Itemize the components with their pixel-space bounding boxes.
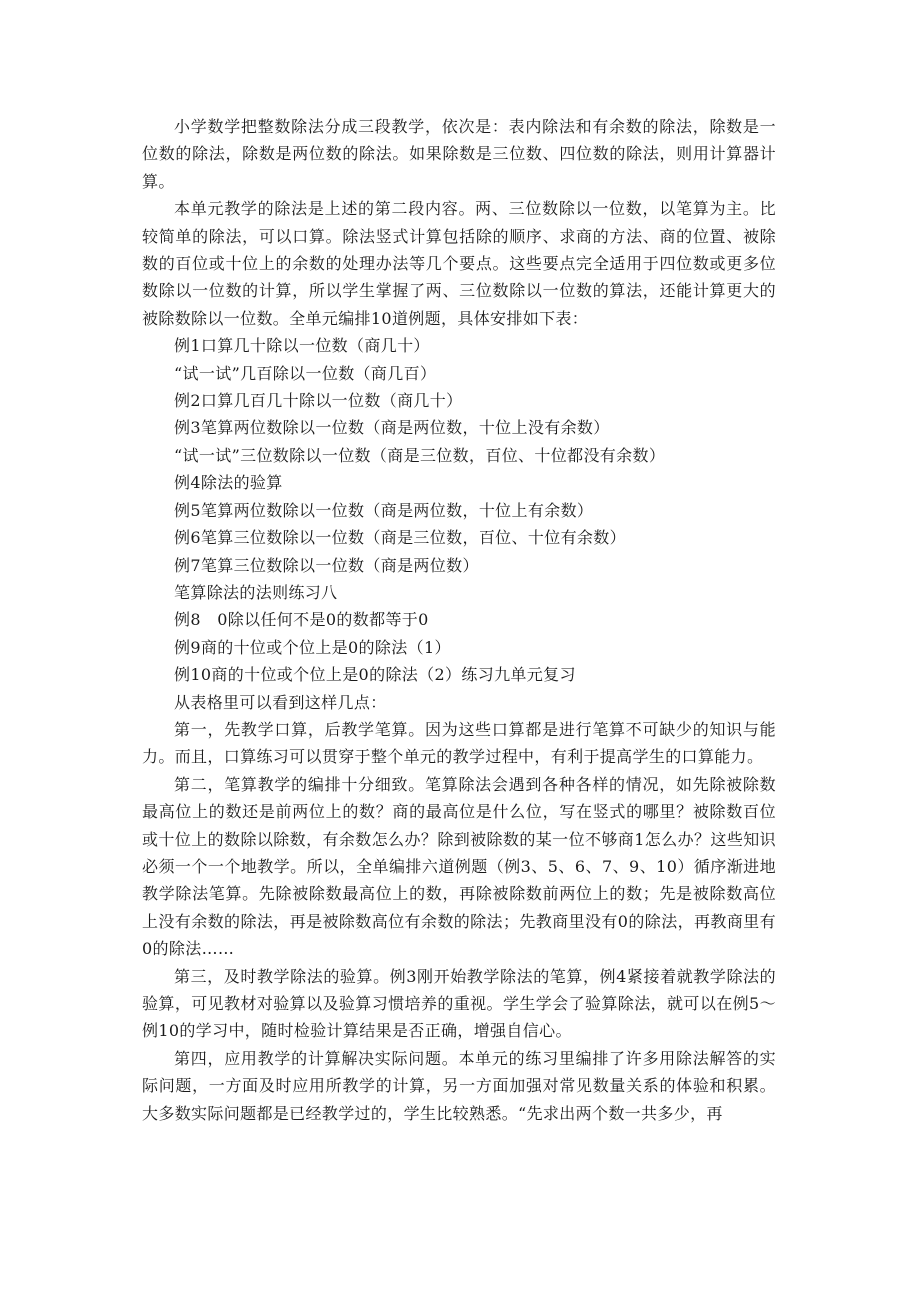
list-item: 例5笔算两位数除以一位数（商是两位数，十位上有余数） (174, 500, 594, 520)
document-page (142, 113, 776, 1127)
observations-intro: 从表格里可以看到这样几点： (174, 692, 387, 712)
list-item: 例2口算几百几十除以一位数（商几十） (174, 391, 463, 411)
point-two-paragraph: 第二，笔算教学的编排十分细致。笔算除法会遇到各种各样的情况，如先除被除数最高位上的数还是前两位上的数？商的最高位是什么位，写在竖式的哪里？被除数百位或十位上的数除以除数，有余数怎么办？除到被除数的某一位不够商1怎么办？这些知识必须一个一个地教学。所以，全单编排六道例题（例3、5、6、7、9、10）循序渐进地教学除法笔算。先除被除数最高位上的数，再除被除数前两位上的数；先是被除数高位上没有余数的除法，再是被除数高位有余数的除法；先教商里没有0的除法，再教商里有0的除法…… (142, 774, 776, 959)
list-item: “试一试”三位数除以一位数（商是三位数，百位、十位都没有余数） (174, 445, 666, 465)
intro-paragraph: 小学数学把整数除法分成三段教学，依次是：表内除法和有余数的除法，除数是一位数的除法，除数是两位数的除法。如果除数是三位数、四位数的除法，则用计算器计算。 (142, 117, 776, 191)
unit-overview-paragraph: 本单元教学的除法是上述的第二段内容。两、三位数除以一位数，以笔算为主。比较简单的除法，可以口算。除法竖式计算包括除的顺序、求商的方法、商的位置、被除数的百位或十位上的余数的处理办法等几个要点。这些要点完全适用于四位数或更多位数除以一位数的计算，所以学生掌握了两、三位数除以一位数的算法，还能计算更大的被除数除以一位数。全单元编排10道例题，具体安排如下表： (142, 199, 776, 328)
arrangement-list (142, 332, 776, 688)
list-item: 例3笔算两位数除以一位数（商是两位数，十位上没有余数） (174, 418, 610, 438)
list-item: 例6笔算三位数除以一位数（商是三位数，百位、十位有余数） (174, 528, 626, 548)
list-item: “试一试”几百除以一位数（商几百） (174, 363, 437, 383)
list-item: 笔算除法的法则练习八 (174, 582, 338, 602)
point-one-paragraph: 第一，先教学口算，后教学笔算。因为这些口算都是进行笔算不可缺少的知识与能力。而且，口算练习可以贯穿于整个单元的教学过程中，有利于提高学生的口算能力。 (142, 719, 776, 767)
list-item: 例10商的十位或个位上是0的除法（2）练习九单元复习 (174, 665, 576, 685)
list-item: 例7笔算三位数除以一位数（商是两位数） (174, 555, 479, 575)
list-item: 例9商的十位或个位上是0的除法（1） (174, 637, 451, 657)
list-item: 例1口算几十除以一位数（商几十） (174, 336, 430, 356)
list-item: 例4除法的验算 (174, 473, 283, 493)
point-four-paragraph: 第四，应用教学的计算解决实际问题。本单元的练习里编排了许多用除法解答的实际问题，一方面及时应用所教学的计算，另一方面加强对常见数量关系的体验和积累。大多数实际问题都是已经教学过的，学生比较熟悉。“先求出两个数一共多少，再 (142, 1048, 776, 1123)
point-three-paragraph: 第三，及时教学除法的验算。例3刚开始教学除法的笔算，例4紧接着就教学除法的验算，可见教材对验算以及验算习惯培养的重视。学生学会了验算除法，就可以在例5～例10的学习中，随时检验计算结果是否正确，增强自信心。 (142, 966, 776, 1041)
list-item: 例8 0除以任何不是0的数都等于0 (174, 610, 429, 630)
